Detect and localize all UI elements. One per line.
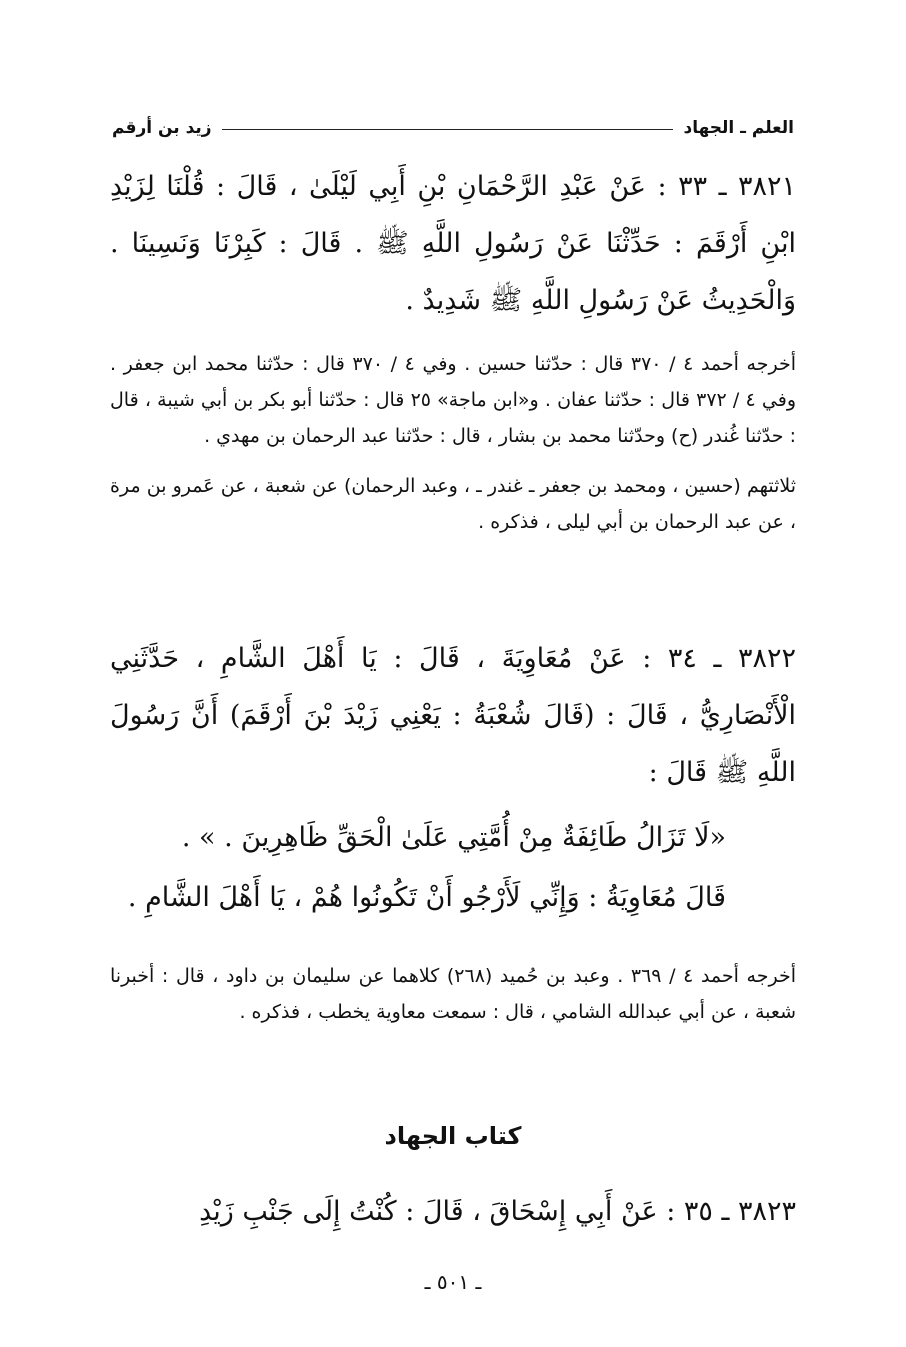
page-number: ـ ٥٠١ ـ — [424, 1270, 482, 1294]
running-header — [112, 108, 794, 138]
takhrij-3821-chain: ثلاثتهم (حسين ، ومحمد بن جعفر ـ غندر ـ ، وعبد الرحمان) عن شعبة ، عن عَمرو بن مرة ، عن عبد الرحمان بن أبي ليلى ، فذكره . — [110, 475, 796, 533]
hadith-3822-text: ٣٨٢٢ ـ ٣٤ : عَنْ مُعَاوِيَةَ ، قَالَ : يَا أَهْلَ الشَّامِ ، حَدَّثَنِي الْأَنْصَارِيُّ ، قَالَ : (قَالَ شُعْبَةُ : يَعْنِي زَيْدَ بْنَ أَرْقَمَ) أَنَّ رَسُولَ اللَّهِ ﷺ قَالَ : — [110, 643, 796, 788]
section-title: كتاب الجهاد — [384, 1122, 522, 1150]
takhrij-3822 — [110, 958, 796, 1030]
hadith-3821 — [110, 158, 796, 329]
takhrij-3821 — [110, 346, 796, 540]
hadith-3822-quote — [110, 808, 796, 928]
header-rule — [222, 129, 674, 130]
takhrij-3821-sources: أخرجه أحمد ٤ / ٣٧٠ قال : حدّثنا حسين . وفي ٤ / ٣٧٠ قال : حدّثنا محمد ابن جعفر . وفي ٤ / ٣٧٢ قال : حدّثنا عفان . و«ابن ماجة» ٢٥ قال : حدّثنا أبو بكر بن أبي شيبة ، قال : حدّثنا غُندر (ح) وحدّثنا محمد بن بشار ، قال : حدّثنا عبد الرحمان بن مهدي . — [110, 353, 797, 447]
takhrij-3822-sources: أخرجه أحمد ٤ / ٣٦٩ . وعبد بن حُميد (٢٦٨) كلاهما عن سليمان بن داود ، قال : أخبرنا شعبة ، عن أبي عبدالله الشامي ، قال : سمعت معاوية يخطب ، فذكره . — [110, 965, 796, 1023]
hadith-3823-text: ٣٨٢٣ ـ ٣٥ : عَنْ أَبِي إِسْحَاقَ ، قَالَ : كُنْتُ إِلَى جَنْبِ زَيْدِ — [199, 1196, 796, 1227]
hadith-3821-text: ٣٨٢١ ـ ٣٣ : عَنْ عَبْدِ الرَّحْمَانِ بْنِ أَبِي لَيْلَىٰ ، قَالَ : قُلْنَا لِزَيْدِ ابْنِ أَرْقَمَ : حَدِّثْنَا عَنْ رَسُولِ اللَّهِ ﷺ . قَالَ : كَبِرْنَا وَنَسِينَا . وَالْحَدِيثُ عَنْ رَسُولِ اللَّهِ ﷺ شَدِيدٌ . — [110, 171, 796, 316]
quote-muawiya-saying: قَالَ مُعَاوِيَةُ : وَإِنِّي لَأَرْجُو أَنْ تَكُونُوا هُمْ ، يَا أَهْلَ الشَّامِ . — [127, 882, 726, 913]
header-companion: زيد بن أرقم — [112, 118, 212, 138]
hadith-3822 — [110, 630, 796, 801]
header-chapter: العلم ـ الجهاد — [683, 118, 794, 138]
quote-prophetic-saying: «لَا تَزَالُ طَائِفَةٌ مِنْ أُمَّتِي عَلَىٰ الْحَقِّ ظَاهِرِينَ . » . — [181, 822, 726, 853]
hadith-3823 — [110, 1183, 796, 1240]
